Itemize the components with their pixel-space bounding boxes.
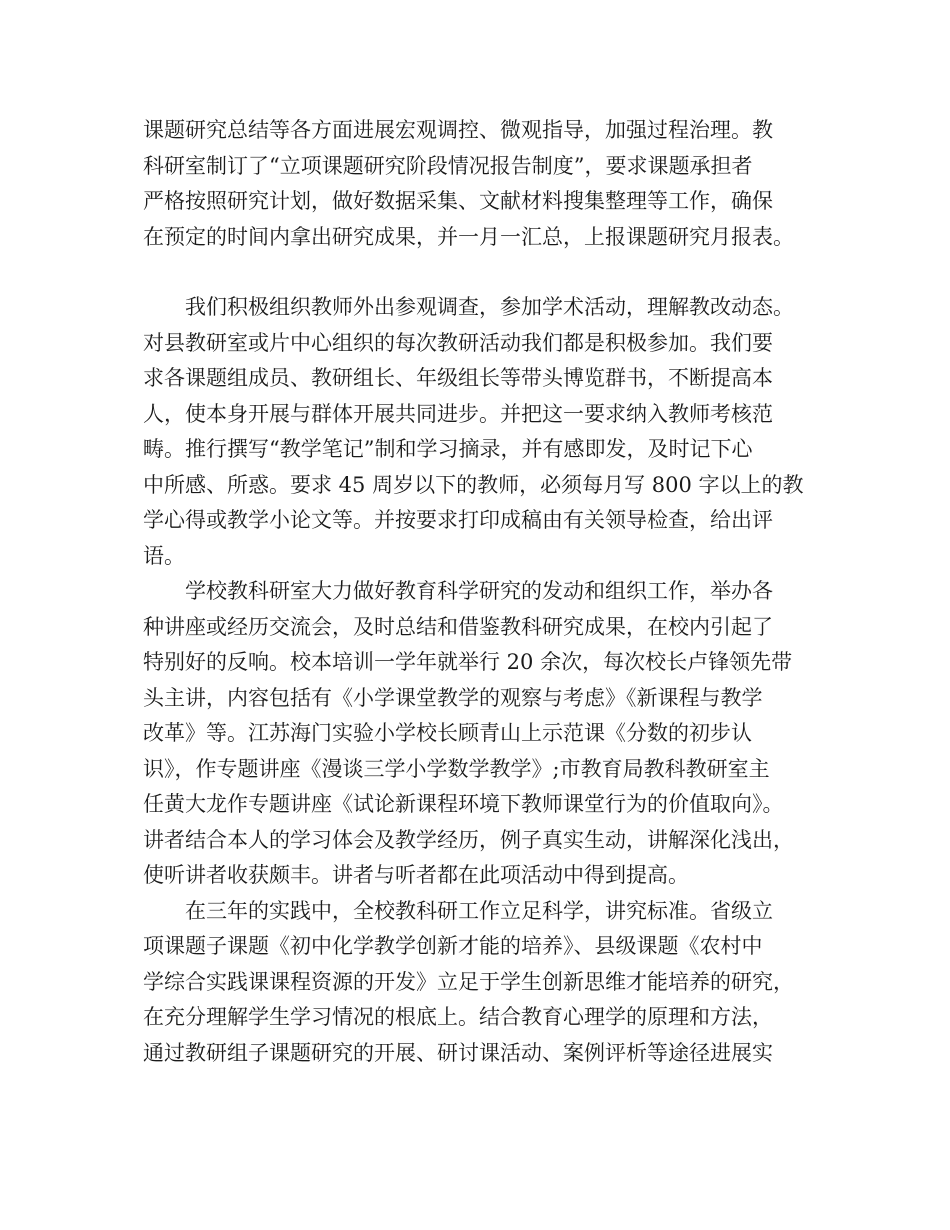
- text-line: 人，使本身开展与群体开展共同进步。并把这一要求纳入教师考核范: [143, 401, 773, 426]
- text-line: 学综合实践课课程资源的开发》立足于学生创新思维才能培养的研究，: [143, 969, 794, 994]
- text-line: 课题研究总结等各方面进展宏观调控、微观指导，加强过程治理。教: [143, 118, 773, 142]
- text-line: 求各课题组成员、教研组长、年级组长等带头博览群书，不断提高本: [143, 366, 773, 390]
- document-body: [143, 113, 833, 1071]
- text-line: 改革》等。江苏海门实验小学校长顾青山上示范课《分数的初步认: [143, 721, 752, 745]
- text-line: 项课题子课题《初中化学教学创新才能的培养》、县级课题《农村中: [143, 934, 763, 958]
- text-line: 在充分理解学生学习情况的根底上。结合教育心理学的原理和方法，: [143, 1005, 773, 1029]
- paragraph-4: [143, 894, 833, 1072]
- text-line: 中所感、所惑。要求 45 周岁以下的教师，必须每月写 800 字以上的教: [143, 472, 804, 497]
- text-line: 讲者结合本人的学习体会及教学经历，例子真实生动，讲解深化浅出，: [143, 827, 794, 852]
- text-line: 种讲座或经历交流会，及时总结和借鉴教科研究成果，在校内引起了: [143, 614, 773, 639]
- paragraph-spacer: [143, 255, 833, 290]
- paragraph-2: [143, 290, 833, 574]
- text-line: 特别好的反响。校本培训一学年就举行 20 余次，每次校长卢锋领先带: [143, 650, 793, 674]
- text-line: 识》，作专题讲座《漫谈三学小学数学教学》;市教育局教科教研室主: [143, 756, 770, 781]
- text-line: 通过教研组子课题研究的开展、研讨课活动、案例评析等途径进展实: [143, 1040, 773, 1065]
- text-line: 对县教研室或片中心组织的每次教研活动我们都是积极参加。我们要: [143, 330, 773, 355]
- text-line: 学心得或教学小论文等。并按要求打印成稿由有关领导检查，给出评: [143, 508, 773, 532]
- text-line: 使听讲者收获颇丰。讲者与听者都在此项活动中得到提高。: [143, 863, 689, 887]
- paragraph-3: [143, 574, 833, 894]
- text-line: 在三年的实践中，全校教科研工作立足科学，讲究标准。省级立: [185, 898, 773, 923]
- text-line: 语。: [143, 543, 185, 568]
- text-line: 头主讲，内容包括有《小学课堂教学的观察与考虑》《新课程与教学: [143, 685, 763, 710]
- text-line: 在预定的时间内拿出研究成果，并一月一汇总，上报课题研究月报表。: [143, 224, 794, 249]
- text-line: 学校教科研室大力做好教育科学研究的发动和组织工作，举办各: [185, 579, 773, 603]
- text-line: 科研室制订了“立项课题研究阶段情况报告制度”，要求课题承担者: [143, 153, 753, 178]
- paragraph-1: [143, 113, 833, 255]
- text-line: 任黄大龙作专题讲座《试论新课程环境下教师课堂行为的价值取向》。: [143, 792, 784, 816]
- text-line: 畴。推行撰写“教学笔记”制和学习摘录，并有感即发，及时记下心: [143, 437, 753, 461]
- text-line: 我们积极组织教师外出参观调查，参加学术活动，理解教改动态。: [185, 295, 794, 319]
- text-line: 严格按照研究计划，做好数据采集、文献材料搜集整理等工作，确保: [143, 189, 773, 213]
